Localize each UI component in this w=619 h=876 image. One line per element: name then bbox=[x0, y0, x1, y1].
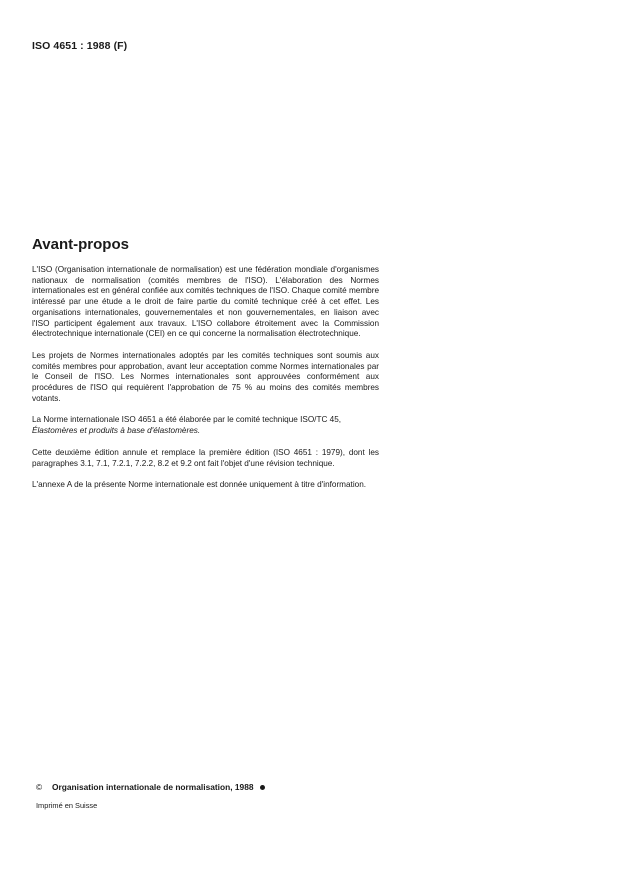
committee-text: La Norme internationale ISO 4651 a été élaborée par le comité technique ISO/TC 45, bbox=[32, 415, 342, 425]
committee-title: Élastomères et produits à base d'élastomères. bbox=[32, 426, 201, 436]
paragraph-iso-intro: L'ISO (Organisation internationale de normalisation) est une fédération mondiale d'organismes nationaux de normalisation (comités membres de l'ISO). L'élaboration des Normes internationales est en général confiée aux comités techniques de l'ISO. Chaque comité membre intéressé par une étude a le droit de faire partie du comité technique créé à cet effet. Les organisations internationales, gouvernementales et non gouvernementales, en liaison avec l'ISO participent également aux travaux. L'ISO collabore étroitement avec la Commission électrotechnique internationale (CEI) en ce qui concerne la normalisation électrotechnique. bbox=[32, 265, 379, 339]
section-title: Avant-propos bbox=[32, 236, 129, 253]
copyright-icon: © bbox=[36, 782, 43, 792]
paragraph-committee bbox=[32, 415, 379, 436]
paragraph-annex: L'annexe A de la présente Norme internationale est donnée uniquement à titre d'information. bbox=[32, 480, 367, 490]
foreword-body bbox=[32, 265, 379, 502]
paragraph-edition: Cette deuxième édition annule et remplace la première édition (ISO 4651 : 1979), dont les paragraphes 3.1, 7.1, 7.2.1, 7.2.2, 8.2 et 9.2 ont fait l'objet d'une révision technique. bbox=[32, 447, 379, 468]
paragraph-approval: Les projets de Normes internationales adoptés par les comités techniques sont soumis aux comités membres pour approbation, avant leur acceptation comme Normes internationales par le Conseil de l'ISO. Les Normes internationales sont approuvées conformément aux procédures de l'ISO qui requièrent l'approbation de 75 % au moins des comités membres votants. bbox=[32, 350, 379, 403]
bullet-icon bbox=[260, 785, 265, 790]
printed-in: Imprimé en Suisse bbox=[36, 801, 98, 810]
copyright-line bbox=[36, 782, 265, 792]
copyright-organisation: Organisation internationale de normalisation, 1988 bbox=[52, 782, 254, 792]
document-code: ISO 4651 : 1988 (F) bbox=[32, 40, 128, 52]
